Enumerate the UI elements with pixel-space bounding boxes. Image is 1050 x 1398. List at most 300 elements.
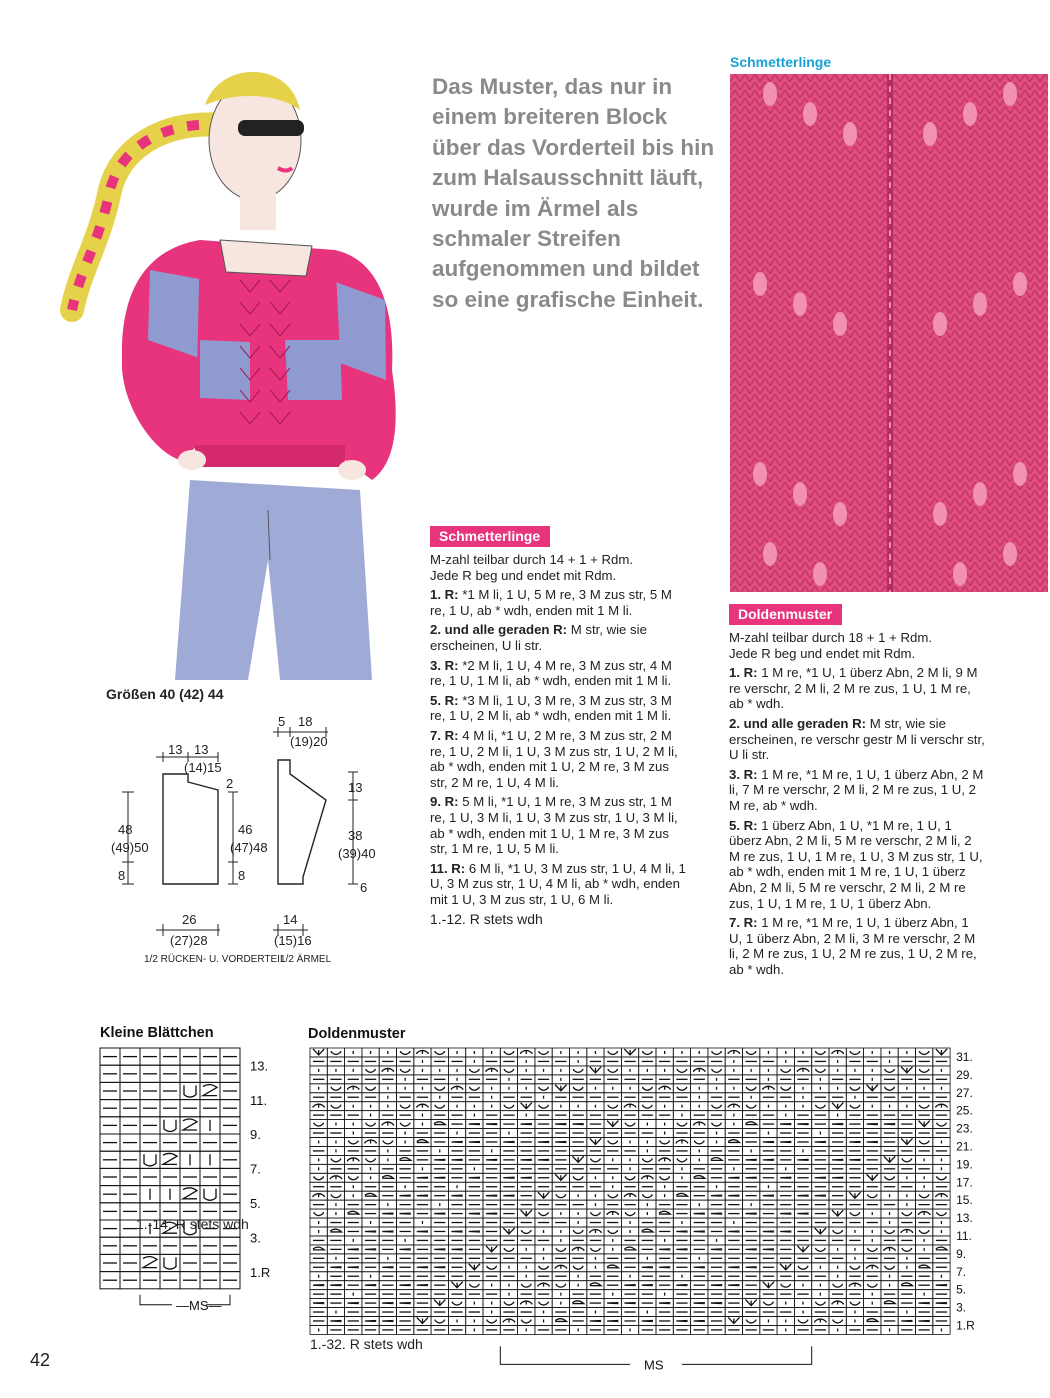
dolden-cell [760, 1057, 777, 1066]
dolden-cell [500, 1146, 517, 1155]
dolden-cell [310, 1066, 327, 1075]
dolden-cell [916, 1066, 933, 1075]
dolden-cell [518, 1218, 535, 1227]
dolden-cell [518, 1093, 535, 1102]
dolden-cell [639, 1236, 656, 1245]
dolden-cell [933, 1084, 950, 1093]
dolden-cell [621, 1155, 638, 1164]
dolden-cell [310, 1084, 327, 1093]
kleine-cell [160, 1254, 180, 1288]
dolden-cell [570, 1057, 587, 1066]
dolden-cell [397, 1048, 414, 1057]
dolden-cell [570, 1236, 587, 1245]
dolden-cell [379, 1057, 396, 1066]
dolden-cell [881, 1281, 898, 1290]
dolden-cell [916, 1227, 933, 1236]
dolden-chart-title: Doldenmuster [308, 1026, 406, 1042]
dolden-cell [518, 1155, 535, 1164]
dolden-cell [933, 1272, 950, 1281]
dolden-cell [310, 1272, 327, 1281]
dolden-cell [587, 1308, 604, 1317]
dolden-cell [535, 1164, 552, 1173]
dolden-row-number: 15. [956, 1193, 973, 1208]
dolden-cell [933, 1057, 950, 1066]
dolden-cell [621, 1272, 638, 1281]
doldenmuster-row [729, 915, 985, 977]
intro-text: Das Muster, das nur in einem breiteren Block über das Vorderteil bis hin zum Halsausschnitt läuft, wurde im Ärmel als schmaler Streifen aufgenommen und bildet so eine grafische Einheit. [432, 74, 715, 312]
dolden-cell [535, 1308, 552, 1317]
dolden-cell [362, 1272, 379, 1281]
dolden-cell [725, 1317, 742, 1326]
dolden-cell [345, 1146, 362, 1155]
dolden-cell [656, 1200, 673, 1209]
dolden-cell [587, 1075, 604, 1084]
schmetterlinge-row-text: 4 M li, *1 U, 2 M re, 3 M zus str, 2 M re, 1 U, 2 M li, 1 U, 3 M zus str, 1 U, 2 M li, ab * wdh, enden mit 1 U, 2 M re, 3 M zus str, 2 M re, 1 U, 4 M li. [430, 727, 678, 790]
dolden-cell [898, 1155, 915, 1164]
dolden-cell [362, 1236, 379, 1245]
kleine-cell [180, 1151, 200, 1185]
dolden-cell [916, 1138, 933, 1147]
dolden-cell [656, 1191, 673, 1200]
dolden-cell [812, 1227, 829, 1236]
dolden-cell [794, 1299, 811, 1308]
dolden-cell [881, 1146, 898, 1155]
dolden-cell [570, 1290, 587, 1299]
dolden-cell [379, 1200, 396, 1209]
dolden-cell [812, 1308, 829, 1317]
dolden-cell [327, 1146, 344, 1155]
dolden-cell [345, 1138, 362, 1147]
dolden-cell [812, 1191, 829, 1200]
dolden-cell [673, 1173, 690, 1182]
dolden-cell [656, 1290, 673, 1299]
dolden-cell [570, 1138, 587, 1147]
dolden-cell [604, 1272, 621, 1281]
dolden-cell [552, 1066, 569, 1075]
dolden-cell [725, 1209, 742, 1218]
dolden-cell [362, 1227, 379, 1236]
dolden-cell [691, 1236, 708, 1245]
dolden-cell [587, 1281, 604, 1290]
dolden-cell [725, 1308, 742, 1317]
dolden-cell [829, 1102, 846, 1111]
dolden-cell [812, 1164, 829, 1173]
dolden-cell [431, 1102, 448, 1111]
dolden-cell [483, 1129, 500, 1138]
dolden-cell [898, 1075, 915, 1084]
dolden-cell [708, 1272, 725, 1281]
dolden-cell [691, 1191, 708, 1200]
dolden-cell [829, 1263, 846, 1272]
dolden-cell [777, 1209, 794, 1218]
dolden-cell [483, 1200, 500, 1209]
dolden-cell [656, 1281, 673, 1290]
dolden-cell [518, 1084, 535, 1093]
dolden-cell [639, 1308, 656, 1317]
dolden-cell [743, 1236, 760, 1245]
dolden-cell [933, 1209, 950, 1218]
dolden-cell [743, 1272, 760, 1281]
dolden-cell [448, 1236, 465, 1245]
kleine-row-number: 13. [250, 1058, 269, 1074]
dolden-cell [570, 1102, 587, 1111]
dolden-cell [431, 1191, 448, 1200]
dolden-cell [898, 1227, 915, 1236]
dolden-cell [691, 1138, 708, 1147]
dolden-cell [483, 1120, 500, 1129]
bf-h-2: (49)50 [111, 840, 149, 855]
dolden-cell [518, 1164, 535, 1173]
dolden-cell [760, 1263, 777, 1272]
dolden-grid [310, 1048, 950, 1334]
dolden-cell [760, 1227, 777, 1236]
dolden-cell [812, 1138, 829, 1147]
dolden-cell [552, 1290, 569, 1299]
dolden-cell [864, 1218, 881, 1227]
dolden-cell [725, 1075, 742, 1084]
dolden-cell [345, 1173, 362, 1182]
dolden-cell [933, 1299, 950, 1308]
dolden-cell [362, 1191, 379, 1200]
dolden-cell [881, 1138, 898, 1147]
dolden-cell [397, 1138, 414, 1147]
dolden-cell [881, 1129, 898, 1138]
dolden-cell [673, 1218, 690, 1227]
dolden-cell [448, 1272, 465, 1281]
dolden-cell [379, 1093, 396, 1102]
dolden-cell [760, 1084, 777, 1093]
dolden-cell [535, 1146, 552, 1155]
dolden-cell [673, 1191, 690, 1200]
dolden-cell [829, 1218, 846, 1227]
dolden-cell [466, 1182, 483, 1191]
dolden-cell [656, 1299, 673, 1308]
dolden-cell [466, 1155, 483, 1164]
dolden-cell [846, 1290, 863, 1299]
dolden-cell [898, 1236, 915, 1245]
dolden-cell [691, 1164, 708, 1173]
dolden-cell [864, 1102, 881, 1111]
dolden-cell [362, 1263, 379, 1272]
dolden-cell [794, 1263, 811, 1272]
dolden-cell [483, 1182, 500, 1191]
dolden-cell [898, 1281, 915, 1290]
dolden-cell [916, 1317, 933, 1326]
dolden-cell [327, 1218, 344, 1227]
dolden-cell [466, 1218, 483, 1227]
dolden-cell [794, 1138, 811, 1147]
doldenmuster-row [729, 818, 985, 912]
kleine-cell [220, 1186, 240, 1220]
dolden-cell [898, 1048, 915, 1057]
kleine-row-number: 9. [250, 1127, 261, 1143]
dolden-cell [518, 1236, 535, 1245]
dolden-cell [725, 1120, 742, 1129]
dolden-cell [362, 1146, 379, 1155]
dolden-cell [570, 1227, 587, 1236]
dolden-cell [345, 1155, 362, 1164]
sl-h-3: (39)40 [338, 846, 376, 861]
dolden-cell [673, 1075, 690, 1084]
dolden-cell [379, 1236, 396, 1245]
dolden-cell [552, 1075, 569, 1084]
kleine-cell [220, 1254, 240, 1288]
dolden-cell [621, 1057, 638, 1066]
dolden-cell [518, 1048, 535, 1057]
kleine-grid [100, 1048, 240, 1289]
dolden-cell [639, 1164, 656, 1173]
dolden-cell [881, 1084, 898, 1093]
dolden-cell [397, 1066, 414, 1075]
dolden-cell [743, 1281, 760, 1290]
dolden-cell [535, 1325, 552, 1334]
dolden-cell [518, 1120, 535, 1129]
dolden-cell [864, 1173, 881, 1182]
dolden-cell [414, 1254, 431, 1263]
dolden-cell [743, 1048, 760, 1057]
dolden-cell [898, 1290, 915, 1299]
dolden-cell [431, 1200, 448, 1209]
dolden-cell [604, 1155, 621, 1164]
dolden-cell [500, 1299, 517, 1308]
dolden-cell [708, 1066, 725, 1075]
kleine-cell [120, 1186, 140, 1220]
dolden-cell [518, 1317, 535, 1326]
dolden-cell [794, 1093, 811, 1102]
dolden-cell [916, 1111, 933, 1120]
dolden-cell [397, 1164, 414, 1173]
dolden-cell [570, 1299, 587, 1308]
dolden-cell [431, 1236, 448, 1245]
dolden-cell [431, 1084, 448, 1093]
dolden-cell [466, 1227, 483, 1236]
dolden-cell [794, 1111, 811, 1120]
dolden-cell [431, 1093, 448, 1102]
dolden-cell [794, 1290, 811, 1299]
dolden-cell [448, 1075, 465, 1084]
dolden-cell [846, 1111, 863, 1120]
dolden-cell [310, 1236, 327, 1245]
dolden-cell [708, 1227, 725, 1236]
dolden-cell [310, 1281, 327, 1290]
dolden-cell [500, 1227, 517, 1236]
dolden-cell [794, 1102, 811, 1111]
dolden-cell [500, 1325, 517, 1334]
dolden-cell [777, 1218, 794, 1227]
dolden-cell [829, 1245, 846, 1254]
dolden-cell [673, 1048, 690, 1057]
dolden-cell [362, 1325, 379, 1334]
bf-h-5: 46 [238, 822, 253, 837]
dolden-cell [708, 1200, 725, 1209]
dolden-cell [881, 1048, 898, 1057]
dolden-cell [933, 1093, 950, 1102]
dolden-cell [345, 1290, 362, 1299]
dolden-cell [500, 1236, 517, 1245]
dolden-cell [812, 1129, 829, 1138]
dolden-cell [846, 1227, 863, 1236]
dolden-cell [604, 1138, 621, 1147]
dolden-cell [483, 1236, 500, 1245]
dolden-cell [397, 1120, 414, 1129]
dolden-cell [327, 1236, 344, 1245]
dolden-row-number: 9. [956, 1246, 967, 1261]
dolden-cell [621, 1325, 638, 1334]
dolden-cell [604, 1209, 621, 1218]
kleine-cell [100, 1220, 120, 1254]
dolden-cell [933, 1200, 950, 1209]
dolden-cell [639, 1138, 656, 1147]
dolden-cell [691, 1209, 708, 1218]
dolden-cell [431, 1138, 448, 1147]
dolden-cell [379, 1102, 396, 1111]
dolden-cell [604, 1218, 621, 1227]
bf-h-3: 8 [118, 868, 126, 883]
dolden-cell [570, 1317, 587, 1326]
sl-h-2: 38 [348, 828, 363, 843]
dolden-cell [898, 1254, 915, 1263]
dolden-cell [466, 1093, 483, 1102]
dolden-cell [518, 1290, 535, 1299]
dolden-cell [604, 1227, 621, 1236]
schmetterlinge-row-label: 9. R: [430, 794, 463, 810]
dolden-cell [604, 1191, 621, 1200]
dolden-cell [397, 1299, 414, 1308]
dolden-cell [881, 1120, 898, 1129]
dolden-cell [466, 1236, 483, 1245]
dolden-cell [794, 1272, 811, 1281]
dolden-cell [327, 1308, 344, 1317]
dolden-cell [881, 1102, 898, 1111]
dolden-cell [362, 1290, 379, 1299]
dolden-cell [448, 1227, 465, 1236]
dolden-cell [327, 1245, 344, 1254]
dolden-cell [881, 1227, 898, 1236]
dolden-cell [794, 1325, 811, 1334]
kleine-cell [120, 1082, 140, 1116]
dolden-cell [587, 1245, 604, 1254]
dolden-cell [518, 1245, 535, 1254]
dolden-cell [760, 1164, 777, 1173]
dolden-cell [673, 1263, 690, 1272]
dolden-cell [898, 1200, 915, 1209]
dolden-cell [379, 1146, 396, 1155]
schmetterlinge-row-text: *2 M li, 1 U, 4 M re, 3 M zus str, 4 M re, 1 U, 1 M li, ab * wdh, enden mit 1 M li. [430, 657, 672, 689]
doldenmuster-row-label: 3. R: [729, 766, 762, 782]
dolden-cell [794, 1048, 811, 1057]
dolden-cell [310, 1155, 327, 1164]
dolden-cell [483, 1263, 500, 1272]
dolden-cell [327, 1093, 344, 1102]
dolden-cell [570, 1129, 587, 1138]
dolden-cell [535, 1299, 552, 1308]
doldenmuster-row-text: 1 überz Abn, 1 U, *1 M re, 1 U, 1 überz Abn, 2 M li, 5 M re verschr, 2 M li, 2 M re zus, 1 U, 1 M re, 1 U, 3 M zus str, 1 U, ab * wdh, enden mit 1 M re, 1 U, 1 überz Abn, 2 M li, 5 M re verschr, 2 M li, 2 M re zus, 1 U, 1 M re, 1 U, 1 überz Abn. [729, 817, 983, 911]
dolden-cell [656, 1075, 673, 1084]
dolden-cell [379, 1084, 396, 1093]
dolden-cell [310, 1245, 327, 1254]
dolden-cell [898, 1218, 915, 1227]
knit-photo [730, 74, 1048, 592]
dolden-cell [656, 1254, 673, 1263]
dolden-cell [414, 1057, 431, 1066]
dolden-cell [500, 1191, 517, 1200]
dolden-cell [708, 1218, 725, 1227]
dolden-cell [414, 1218, 431, 1227]
dolden-cell [656, 1066, 673, 1075]
dolden-cell [794, 1182, 811, 1191]
dolden-cell [552, 1218, 569, 1227]
dolden-cell [639, 1325, 656, 1334]
dolden-cell [708, 1146, 725, 1155]
dolden-cell [725, 1218, 742, 1227]
dolden-cell [829, 1120, 846, 1129]
dolden-cell [691, 1308, 708, 1317]
dolden-cell [327, 1200, 344, 1209]
dolden-cell [656, 1325, 673, 1334]
dolden-cell [327, 1325, 344, 1334]
dolden-cell [933, 1317, 950, 1326]
dolden-cell [500, 1084, 517, 1093]
dolden-cell [414, 1299, 431, 1308]
dolden-cell [777, 1048, 794, 1057]
dolden-cell [743, 1209, 760, 1218]
dolden-cell [621, 1075, 638, 1084]
kleine-cell [200, 1186, 220, 1220]
dolden-cell [933, 1048, 950, 1057]
dolden-cell [846, 1093, 863, 1102]
dolden-cell [362, 1057, 379, 1066]
dolden-cell [829, 1129, 846, 1138]
sl-top-3: (19)20 [290, 734, 328, 749]
dolden-cell [777, 1164, 794, 1173]
dolden-cell [379, 1066, 396, 1075]
schmetterlinge-repeat: 1.-12. R stets wdh [430, 911, 543, 928]
dolden-cell [864, 1084, 881, 1093]
dolden-cell [812, 1218, 829, 1227]
dolden-cell [673, 1236, 690, 1245]
dolden-cell [466, 1120, 483, 1129]
dolden-cell [691, 1227, 708, 1236]
dolden-cell [431, 1299, 448, 1308]
dolden-cell [708, 1281, 725, 1290]
dolden-cell [864, 1093, 881, 1102]
dolden-cell [379, 1191, 396, 1200]
dolden-cell [483, 1093, 500, 1102]
bf-caption: 1/2 RÜCKEN- U. VORDERTEIL [144, 954, 286, 965]
dolden-cell [916, 1120, 933, 1129]
dolden-cell [881, 1299, 898, 1308]
dolden-cell [379, 1129, 396, 1138]
dolden-cell [621, 1245, 638, 1254]
dolden-cell [898, 1102, 915, 1111]
dolden-cell [673, 1066, 690, 1075]
dolden-cell [864, 1129, 881, 1138]
dolden-cell [881, 1200, 898, 1209]
dolden-cell [846, 1075, 863, 1084]
dolden-cell [518, 1057, 535, 1066]
dolden-cell [518, 1272, 535, 1281]
dolden-cell [933, 1290, 950, 1299]
dolden-cell [673, 1084, 690, 1093]
dolden-cell [604, 1066, 621, 1075]
dolden-cell [846, 1164, 863, 1173]
dolden-cell [397, 1102, 414, 1111]
dolden-cell [552, 1093, 569, 1102]
dolden-cell [743, 1200, 760, 1209]
dolden-cell [448, 1245, 465, 1254]
dolden-cell [864, 1066, 881, 1075]
dolden-cell [397, 1218, 414, 1227]
